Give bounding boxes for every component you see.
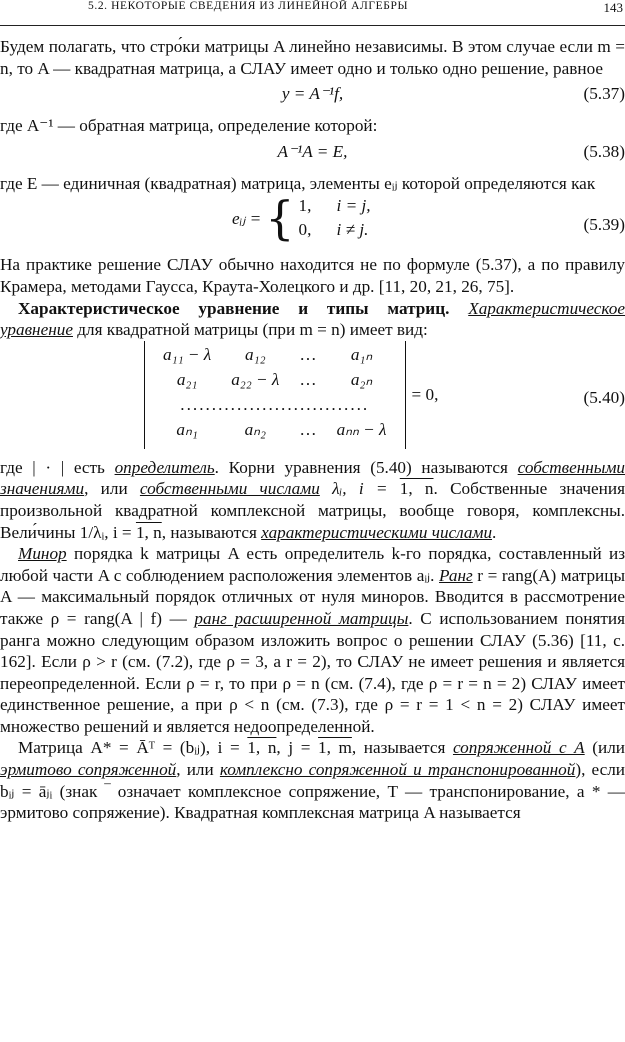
matrix-cell: …	[299, 420, 317, 440]
text: , или	[176, 760, 214, 780]
paragraph-eigenvalues	[0, 457, 625, 543]
matrix-cell: a₁₂	[245, 345, 266, 365]
equation-5-40	[0, 341, 625, 457]
matrix-cell: …	[299, 370, 317, 390]
paragraph-characteristic-equation	[0, 298, 625, 341]
section-heading: Характеристическое уравнение и типы матриц.	[18, 298, 450, 318]
text: . Собственные значения произвольной квадратной комплексной матрицы, вообще говоря, комплексны. Вели́чины 1/λᵢ, i =	[0, 479, 625, 542]
text: , называется	[351, 738, 446, 758]
matrix-row-dots	[153, 393, 397, 418]
text: где | · | есть	[0, 457, 105, 477]
paragraph-rows-independent: Будем полагать, что стро́ки матрицы A линейно независимы. В этом случае если m = n, то A — квадратная матрица, а СЛАУ имеет одно и только одно решение, равное	[0, 37, 625, 78]
case-2-value: 0,	[298, 220, 312, 240]
running-title: 5.2. НЕКОТОРЫЕ СВЕДЕНИЯ ИЗ ЛИНЕЙНОЙ АЛГЕБРЫ	[88, 0, 409, 12]
equation-5-38-formula: A⁻¹A = E,	[277, 141, 348, 161]
matrix-cell: aₙ₂	[244, 420, 266, 440]
equation-5-39-number: (5.39)	[583, 215, 625, 235]
matrix-cell: aₙ₁	[176, 420, 198, 440]
term-hermitian: эрмитово сопряженной	[0, 760, 177, 780]
matrix-cell: a₂ₙ	[350, 370, 373, 390]
matrix-cell: a₂₂ − λ	[231, 370, 280, 390]
case-1-value: 1,	[298, 196, 312, 216]
text: λᵢ, i =	[332, 479, 388, 499]
left-brace: {	[265, 191, 295, 246]
equation-5-38-number: (5.38)	[583, 141, 625, 161]
matrix-cell: …	[299, 345, 317, 365]
page-number: 143	[603, 0, 623, 15]
matrix-dots: ..............................	[180, 395, 370, 415]
index-range: 1, n	[247, 738, 277, 758]
paragraph-text: для квадратной матрицы (при m = n) имеет вид:	[77, 320, 428, 340]
case-1-condition: i = j,	[336, 196, 371, 216]
term-augmented-rank: ранг расширенной матрицы	[194, 608, 409, 628]
determinant	[144, 341, 438, 449]
equation-5-37-number: (5.37)	[583, 84, 625, 104]
equation-5-39	[0, 191, 625, 254]
text: ), если bᵢⱼ = āⱼᵢ (знак ‾ означает комплексное сопряжение, T — транспонирование, а * — эрмитово сопряжение). Квадратная комплексная матрица A называется	[0, 760, 625, 823]
term-conjugate: сопряженной с A	[452, 738, 585, 758]
term-rank: Ранг	[439, 565, 473, 585]
paragraph-practical-solution: На практике решение СЛАУ обычно находится не по формуле (5.37), а по правилу Крамера, методами Гаусса, Краута-Холецкого и др. [11, 20, 21, 26, 75].	[0, 255, 625, 296]
matrix-cell: a₁ₙ	[350, 345, 373, 365]
equation-5-37-formula: y = A⁻¹f,	[281, 84, 344, 104]
index-range: 1, m	[318, 738, 352, 758]
running-header	[0, 0, 625, 26]
case-2-condition: i ≠ j.	[336, 220, 369, 240]
matrix-row-1	[153, 343, 397, 368]
text: , называются	[161, 522, 257, 542]
term-conjugate-transpose: комплексно сопряженной и транспонированной	[219, 760, 576, 780]
paragraph-minor-rank	[0, 543, 625, 737]
paragraph-identity-matrix: где E — единичная (квадратная) матрица, элементы eᵢⱼ которой определяются как	[0, 173, 596, 193]
text: , или	[84, 479, 128, 499]
term-characteristic-equation: Характеристическое уравнение	[0, 298, 625, 340]
equation-5-40-number: (5.40)	[583, 387, 625, 407]
equation-5-37	[0, 79, 625, 115]
text: . Корни уравнения (5.40) называются	[214, 457, 508, 477]
matrix-row-n	[153, 418, 397, 443]
piecewise-definition	[232, 191, 371, 246]
equation-5-39-lhs: eᵢⱼ =	[232, 208, 262, 228]
text: , j =	[276, 738, 311, 758]
text: Матрица A* = Āᵀ = (bᵢⱼ), i =	[18, 738, 240, 758]
index-range: 1, n	[399, 479, 434, 499]
text: .	[492, 522, 497, 542]
text: . С использованием понятия ранга можно следующим образом изложить вопрос о решении СЛАУ (5.36) [11, с. 162]. Если ρ > r (см. (7.2), где ρ = 3, а r = 2), то СЛАУ не имеет решения и является переопределенной. Если ρ = r, то при ρ = n (см. (7.4), где ρ = r = n = 2) СЛАУ имеет единственное решение, а при ρ < n (см. (7.3), где ρ = r = 1 < n = 2) СЛАУ имеет множество решений и является недоопределенной.	[0, 608, 625, 736]
text: порядка k матрицы A есть определитель k-го порядка, составленный из любой части A с соблюдением расположения элементов aᵢⱼ.	[0, 544, 625, 585]
term-eigen-numbers: собственными числами	[139, 479, 320, 499]
matrix-cell: a₁₁ − λ	[163, 345, 212, 365]
text: (или	[592, 738, 625, 758]
matrix-row-2	[153, 368, 397, 393]
paragraph-inverse-matrix: где A⁻¹ — обратная матрица, определение которой:	[0, 116, 378, 136]
term-eigenvalues: собственными значениями	[0, 457, 625, 499]
index-range: 1, n	[135, 522, 162, 542]
equation-5-40-rhs: = 0,	[411, 384, 439, 404]
term-characteristic-numbers: характеристическими числами	[261, 522, 493, 542]
text: r = rang(A) матрицы A — максимальный порядок отличных от нуля миноров. Вводится в рассмотрение также ρ = rang(A | f) —	[0, 565, 625, 628]
term-determinant: определитель	[114, 457, 215, 477]
equation-5-38	[0, 137, 625, 173]
body-text	[0, 36, 625, 824]
matrix-cell: a₂₁	[176, 370, 198, 390]
paragraph-conjugate-matrix	[0, 737, 625, 823]
matrix-cell: aₙₙ − λ	[336, 420, 387, 440]
term-minor: Минор	[18, 544, 67, 564]
